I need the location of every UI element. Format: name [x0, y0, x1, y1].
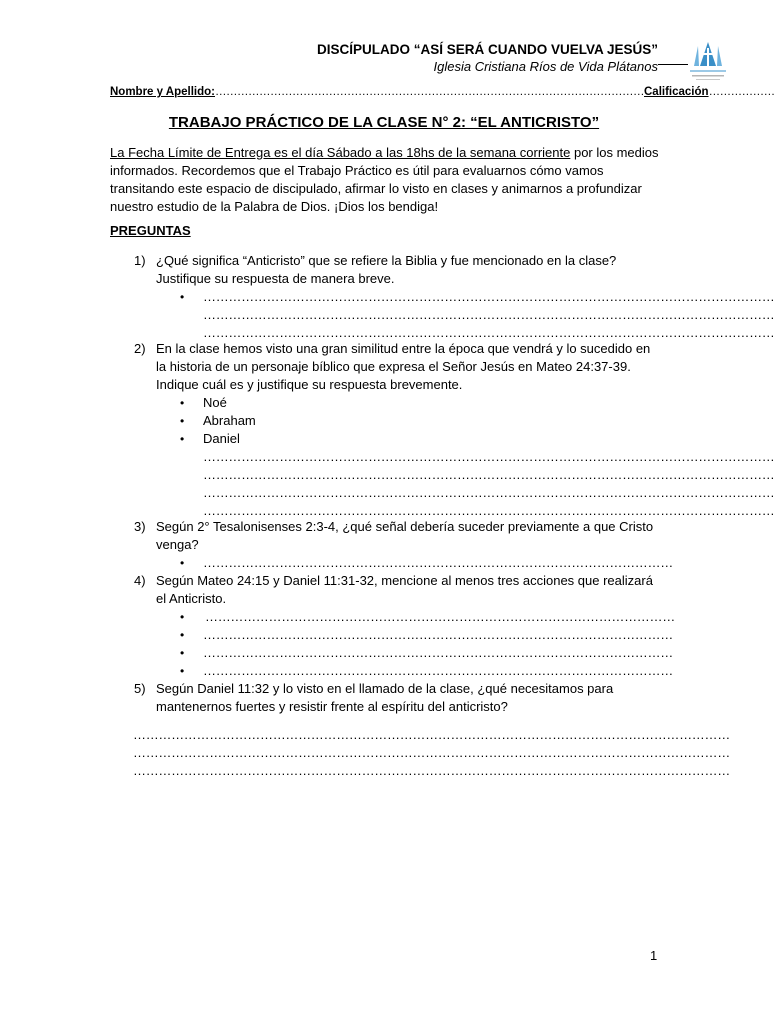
- answer-line[interactable]: …………………………………………………………………………………………………: [203, 645, 673, 660]
- bullet: •: [180, 396, 185, 410]
- question-number: 1): [134, 253, 146, 268]
- answer-line[interactable]: …………………………………………………………………………………………………: [205, 609, 675, 624]
- document-title: [0, 114, 768, 131]
- document-title-text: TRABAJO PRÁCTICO DE LA CLASE N° 2: “EL ANTICRISTO”: [168, 114, 600, 131]
- header-rule: [658, 64, 688, 65]
- name-grade-row: [110, 86, 775, 98]
- question-5: [110, 680, 670, 716]
- church-logo: [686, 40, 730, 90]
- option-daniel: Daniel: [203, 431, 240, 446]
- answer-line[interactable]: ……………………………………………………………………………………………………………………………: [133, 745, 730, 760]
- question-text: En la clase hemos visto una gran similitud entre la época que vendrá y lo sucedido en la historia de un personaje bíblico que expresa el Señor Jesús en Mateo 24:37-39. Indique cuál es y justifique su respuesta brevemente.: [156, 341, 651, 392]
- bullet: •: [180, 646, 185, 660]
- question-text: Según 2° Tesalonisenses 2:3-4, ¿qué señal debería suceder previamente a que Cristo venga?: [156, 519, 654, 552]
- answer-line[interactable]: ………………………………………………………………………………………………………………………: [203, 307, 775, 322]
- answer-line[interactable]: ……………………………………………………………………………………………………………………………: [133, 727, 730, 742]
- intro-paragraph: [110, 144, 660, 216]
- grade-field-line[interactable]: ………………: [708, 86, 775, 98]
- answer-line[interactable]: …………………………………………………………………………………………………: [203, 663, 673, 678]
- question-text: Según Mateo 24:15 y Daniel 11:31-32, mencione al menos tres acciones que realizará el Anticristo.: [156, 573, 653, 606]
- bullet: •: [180, 664, 185, 678]
- answer-line[interactable]: ………………………………………………………………………………………………………………………: [203, 449, 775, 464]
- question-text: ¿Qué significa “Anticristo” que se refiere la Biblia y fue mencionado en la clase? Justifique su respuesta de manera breve.: [156, 253, 617, 286]
- answer-line[interactable]: …………………………………………………………………………………………………: [203, 555, 673, 570]
- intro-rest: por los medios informados. Recordemos que el Trabajo Práctico es útil para evaluarnos cómo vamos transitando este espacio de discipulado, afirmar lo visto en clases y animarnos a profundizar nuestro estudio de la Palabra de Dios. ¡Dios los bendiga!: [110, 145, 659, 214]
- bullet: •: [180, 290, 185, 304]
- answer-line[interactable]: ………………………………………………………………………………………………………………………: [203, 325, 775, 340]
- question-1: [110, 252, 670, 288]
- header-title: DISCÍPULADO “ASÍ SERÁ CUANDO VUELVA JESÚS”: [316, 42, 658, 57]
- question-text: Según Daniel 11:32 y lo visto en el llamado de la clase, ¿qué necesitamos para mantenernos fuertes y resistir frente al espíritu del anticristo?: [156, 681, 614, 714]
- question-4: [110, 572, 670, 608]
- answer-line[interactable]: ………………………………………………………………………………………………………………………: [203, 485, 775, 500]
- option-abraham: Abraham: [203, 413, 256, 428]
- answer-line[interactable]: ………………………………………………………………………………………………………………………: [203, 467, 775, 482]
- answer-line[interactable]: ………………………………………………………………………………………………………………………: [203, 289, 775, 304]
- question-number: 3): [134, 519, 146, 534]
- deadline-text: La Fecha Límite de Entrega es el día Sábado a las 18hs de la semana corriente: [110, 145, 571, 160]
- bullet: •: [180, 414, 185, 428]
- question-number: 4): [134, 573, 146, 588]
- grade-label: Calificación: [644, 86, 709, 98]
- section-label: PREGUNTAS: [110, 223, 191, 238]
- page-number: 1: [650, 948, 658, 963]
- question-number: 2): [134, 341, 146, 356]
- answer-line[interactable]: ………………………………………………………………………………………………………………………: [203, 503, 775, 518]
- header-subtitle: Iglesia Cristiana Ríos de Vida Plátanos: [433, 59, 658, 74]
- answer-line[interactable]: ……………………………………………………………………………………………………………………………: [133, 763, 730, 778]
- bullet: •: [180, 610, 185, 624]
- option-noe: Noé: [203, 395, 227, 410]
- question-3: [110, 518, 670, 554]
- name-field-line[interactable]: ………………………………………………………………………………………………………: [215, 86, 644, 98]
- answer-line[interactable]: …………………………………………………………………………………………………: [203, 627, 673, 642]
- bullet: •: [180, 628, 185, 642]
- question-2: [110, 340, 670, 394]
- question-number: 5): [134, 681, 146, 696]
- bullet: •: [180, 432, 185, 446]
- bullet: •: [180, 556, 185, 570]
- name-label: Nombre y Apellido:: [110, 86, 215, 98]
